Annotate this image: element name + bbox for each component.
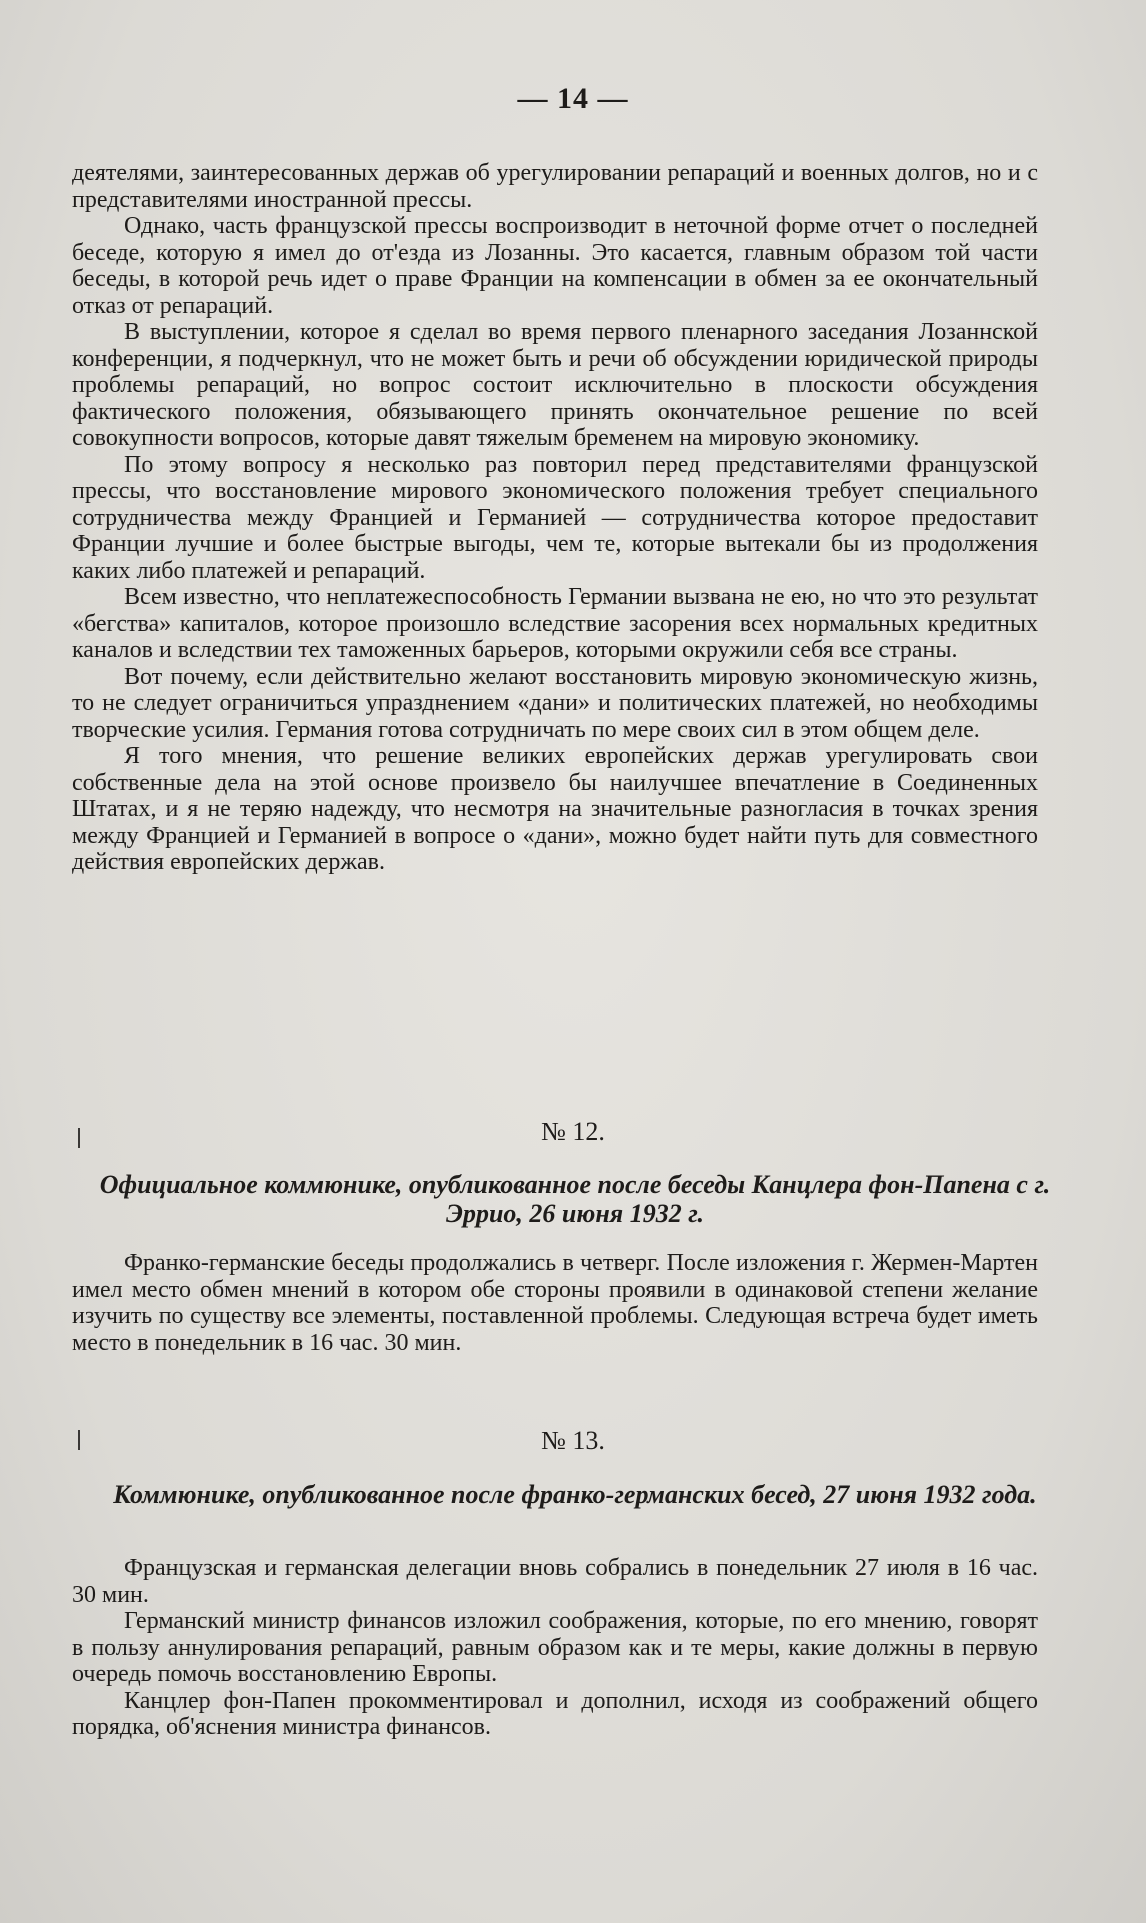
paragraph: Французская и германская делегации вновь собрались в понедельник 27 июля в 16 час. 30 мин.	[72, 1555, 1038, 1608]
doc-12-title: Официальное коммюнике, опубликованное после беседы Канцлера фон-Папена с г. Эррио, 26 июня 1932 г.	[99, 1170, 1051, 1228]
paragraph: Франко-германские беседы продолжались в четверг. После изложения г. Жермен-Мартен имел место обмен мнений в котором обе стороны проявили в одинаковой степени желание изучить по существу все элементы, поставленной проблемы. Следующая встреча будет иметь место в понедельник в 16 час. 30 мин.	[72, 1250, 1038, 1356]
paragraph: Германский министр финансов изложил соображения, которые, по его мнению, говорят в пользу аннулирования репараций, равным образом как и те меры, какие должны в первую очередь помочь восстановлению Европы.	[72, 1608, 1038, 1687]
doc-13-number: № 13.	[541, 1426, 605, 1455]
paragraph: деятелями, заинтересованных держав об урегулировании репараций и военных долгов, но и с представителями иностранной прессы.	[72, 160, 1038, 213]
paragraph: Канцлер фон-Папен прокомментировал и дополнил, исходя из соображений общего порядка, об'яснения министра финансов.	[72, 1687, 1038, 1740]
paragraph: Я того мнения, что решение великих европейских держав урегулировать свои собственные дела на этой основе произвело бы наилучшее впечатление в Соединенных Штатах, и я не теряю надежду, что несмотря на значительные разногласия в точках зрения между Францией и Германией в вопросе о «дани», можно будет найти путь для совместного действия европейских держав.	[72, 743, 1038, 875]
doc-13-title: Коммюнике, опубликованное после франко-германских бесед, 27 июня 1932 года.	[113, 1480, 1037, 1509]
doc-13-text	[72, 1555, 1038, 1741]
doc-12-text	[72, 1250, 1038, 1356]
doc-12-number: № 12.	[541, 1117, 605, 1146]
paragraph: По этому вопросу я несколько раз повторил перед представителями французской прессы, что восстановление мирового экономического положения требует специального сотрудничества между Францией и Германией — сотрудничества которое предоставит Франции лучшие и более быстрые выгоды, чем те, которые вытекали бы из продолжения каких либо платежей и репараций.	[72, 451, 1038, 584]
paragraph: В выступлении, которое я сделал во время первого пленарного заседания Лозаннской конференции, я подчеркнул, что не может быть и речи об обсуждении юридической природы проблемы репараций, но вопрос состоит исключительно в плоскости обсуждения фактического положения, обязывающего принять окончательное решение по всей совокупности вопросов, которые давят тяжелым бременем на мировую экономику.	[72, 319, 1038, 451]
paragraph: Однако, часть французской прессы воспроизводит в неточной форме отчет о последней беседе, которую я имел до от'езда из Лозанны. Это касается, главным образом той части беседы, в которой речь идет о праве Франции на компенсации в обмен за ее окончательный отказ от репараций.	[72, 213, 1038, 319]
main-text-section	[72, 160, 1038, 876]
paragraph: Вот почему, если действительно желают восстановить мировую экономическую жизнь, то не следует ограничиться упразднением «дани» и политических платежей, но необходимы творческие усилия. Германия готова сотрудничать по мере своих сил в этом общем деле.	[72, 663, 1038, 743]
page-number: — 14 —	[517, 82, 629, 115]
paragraph: Всем известно, что неплатежеспособность Германии вызвана не ею, но что это результат «бегства» капиталов, которое произошло вследствие засорения всех нормальных кредитных каналов и вследствии тех таможенных барьеров, которыми окружили себя все страны.	[72, 584, 1038, 663]
